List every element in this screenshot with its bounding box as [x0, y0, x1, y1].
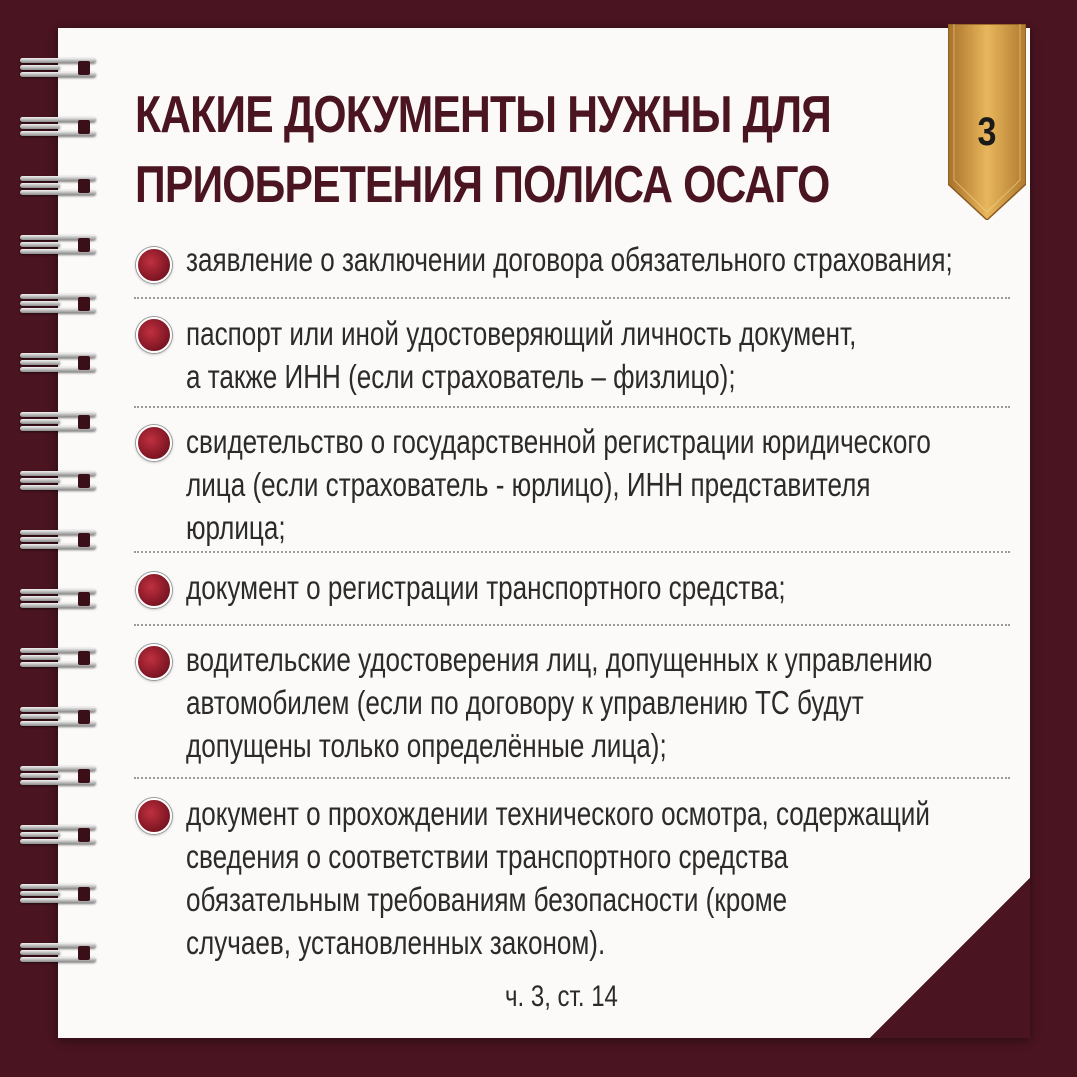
bullet-dot-icon	[136, 425, 172, 461]
dotted-divider	[134, 777, 1010, 779]
ring-wire	[20, 832, 60, 837]
dotted-divider	[134, 551, 1010, 553]
binding-ring	[20, 176, 98, 196]
binding-ring	[20, 471, 98, 491]
title-line-1: КАКИЕ ДОКУМЕНТЫ НУЖНЫ ДЛЯ	[135, 86, 832, 144]
ring-hole	[78, 356, 90, 370]
binding-ring	[20, 766, 98, 786]
ring-wire	[20, 65, 60, 70]
ring-wire	[20, 655, 60, 660]
ring-hole	[78, 415, 90, 429]
title-line-2: ПРИОБРЕТЕНИЯ ПОЛИСА ОСАГО	[135, 156, 830, 214]
ring-wire	[20, 124, 60, 129]
page-title	[135, 80, 832, 220]
ring-hole	[78, 179, 90, 193]
binding-ring	[20, 707, 98, 727]
list-item-text: документ о прохождении технического осмотра, содержащий сведения о соответствии транспортного средства обязательным требованиям безопасности (кроме случаев, установленных законом).	[186, 795, 930, 961]
binding-ring	[20, 884, 98, 904]
ring-hole	[78, 61, 90, 75]
list-item-text: заявление о заключении договора обязательного страхования;	[186, 241, 953, 278]
ring-wire	[20, 773, 60, 778]
ring-wire	[20, 360, 60, 365]
binding-ring	[20, 412, 98, 432]
bullet-dot-icon	[136, 247, 172, 283]
legal-reference: ч. 3, ст. 14	[505, 980, 618, 1013]
ring-hole	[78, 474, 90, 488]
ring-wire	[20, 242, 60, 247]
dotted-divider	[134, 297, 1010, 299]
ring-hole	[78, 297, 90, 311]
ring-hole	[78, 533, 90, 547]
list-item-text: водительские удостоверения лиц, допущенных к управлению автомобилем (если по договору к управлению ТС будут допущены только определённые лица);	[186, 641, 933, 764]
list-item-text: документ о регистрации транспортного средства;	[186, 569, 786, 606]
bullet-dot-icon	[136, 798, 172, 834]
bullet-dot-icon	[136, 572, 172, 608]
list-item-text: свидетельство о государственной регистрации юридического лица (если страхователь - юрлицо), ИНН представителя юрлица;	[186, 423, 931, 546]
dotted-divider	[134, 406, 1010, 408]
ring-wire	[20, 537, 60, 542]
ring-hole	[78, 120, 90, 134]
bullet-dot-icon	[136, 317, 172, 353]
ring-hole	[78, 769, 90, 783]
binding-ring	[20, 58, 98, 78]
ring-wire	[20, 183, 60, 188]
ring-wire	[20, 891, 60, 896]
binding-ring	[20, 943, 98, 963]
ring-wire	[20, 301, 60, 306]
bullet-dot-icon	[136, 644, 172, 680]
ring-wire	[20, 596, 60, 601]
ring-hole	[78, 592, 90, 606]
binding-ring	[20, 825, 98, 845]
ring-wire	[20, 950, 60, 955]
ring-wire	[20, 419, 60, 424]
binding-ring	[20, 353, 98, 373]
binding-ring	[20, 589, 98, 609]
binding-ring	[20, 235, 98, 255]
list-item-text: паспорт или иной удостоверяющий личность документ, а также ИНН (если страхователь – физлицо);	[186, 315, 857, 395]
ring-wire	[20, 714, 60, 719]
ring-hole	[78, 710, 90, 724]
ring-hole	[78, 651, 90, 665]
dotted-divider	[134, 624, 1010, 626]
ring-hole	[78, 887, 90, 901]
binding-ring	[20, 294, 98, 314]
page-number: 3	[977, 110, 997, 154]
binding-ring	[20, 117, 98, 137]
binding-ring	[20, 530, 98, 550]
ring-hole	[78, 946, 90, 960]
binding-ring	[20, 648, 98, 668]
ring-hole	[78, 828, 90, 842]
arrow-right-icon[interactable]	[924, 962, 1024, 1028]
ring-hole	[78, 238, 90, 252]
spiral-binding	[20, 58, 100, 1008]
ring-wire	[20, 478, 60, 483]
